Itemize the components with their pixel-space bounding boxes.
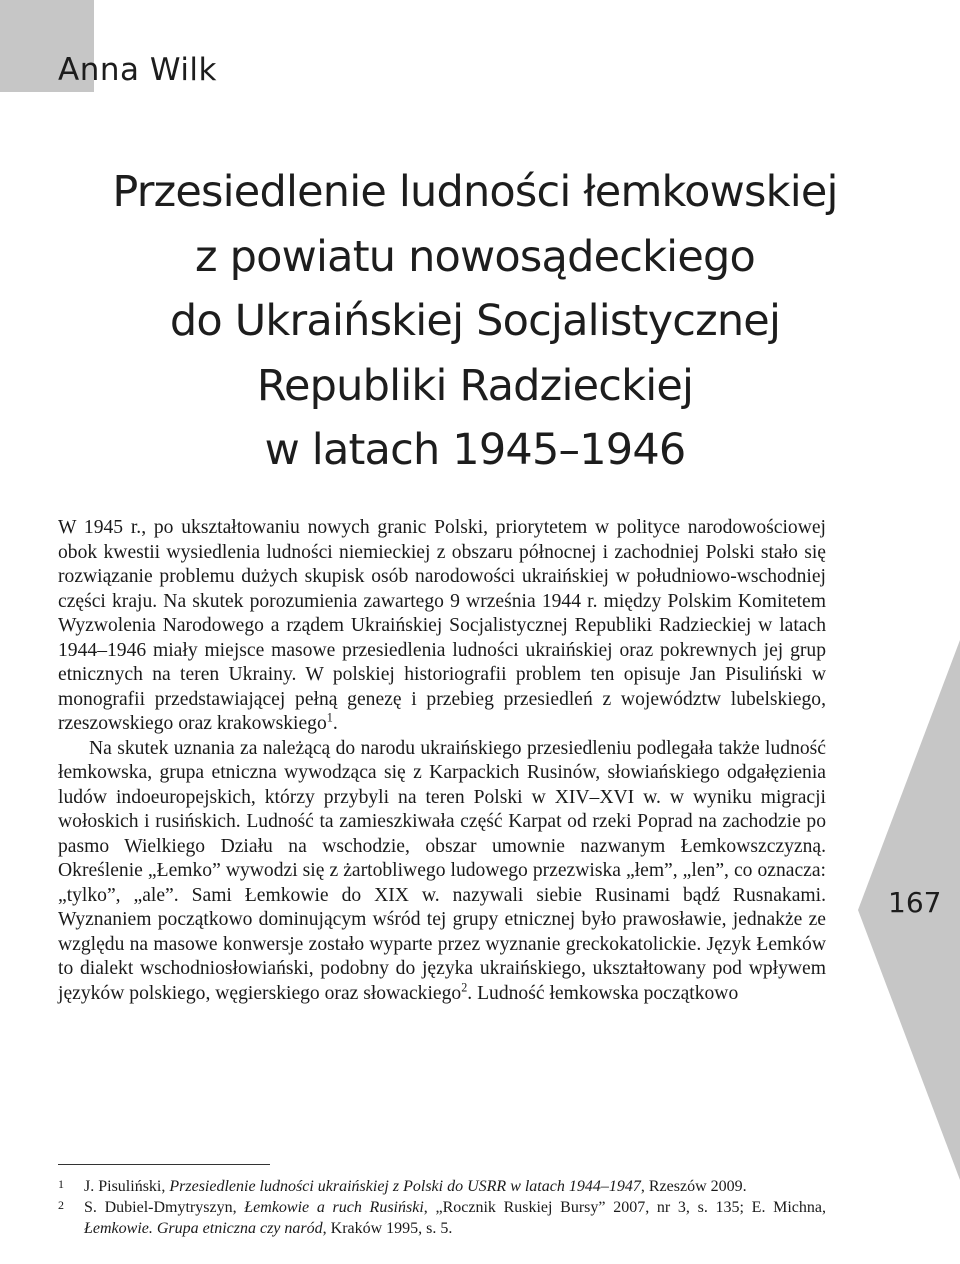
paragraph	[58, 737, 826, 1007]
footnote-work-title: Łemkowie a ruch Rusiński	[244, 1199, 424, 1216]
paragraph-end: . Ludność łemkowska początkowo	[467, 982, 739, 1004]
paragraph-text: W 1945 r., po ukształtowaniu nowych granic Polski, priorytetem w polityce narodowościowej obok kwestii wysiedlenia ludności niemieckiej z obszaru północnej i zachodniej Polski stało się rozwiązanie problemu dużych skupisk osób narodowości ukraińskiej w południowo-wschodniej części kraju. Na skutek porozumienia zawartego 9 września 1944 r. między Polskim Komitetem Wyzwolenia Narodowego a rządem Ukraińskiej Socjalistycznej Republiki Radzieckiej w latach 1944–1946 miały miejsce masowe przesiedlenia ludności ukraińskiej oraz pokrewnych jej grup etnicznych na teren Ukrainy. W polskiej historiografii problem ten opisuje Jan Pisuliński w monografii przedstawiającej pełną genezę i przebieg przesiedleń z województw lubelskiego, rzeszowskiego oraz krakowskiego	[58, 517, 826, 734]
author-name: Anna Wilk	[58, 52, 218, 88]
footnote-divider	[58, 1164, 270, 1165]
footnote-publication: , „Rocznik Ruskiej Bursy” 2007, nr 3, s. 135; E. Michna,	[423, 1199, 827, 1216]
footnote-ref: 2	[461, 979, 468, 994]
footnotes	[58, 1176, 826, 1239]
footnote-text	[84, 1197, 826, 1239]
footnote-work-title: Łemkowie. Grupa etniczna czy naród	[84, 1220, 323, 1237]
footnote-number: 1	[58, 1177, 64, 1191]
title-line: Republiki Radzieckiej	[256, 360, 694, 411]
footnote-ref: 1	[326, 710, 333, 725]
body-text	[58, 516, 826, 1006]
paragraph	[58, 516, 826, 737]
title-line: Przesiedlenie ludności łemkowskiej	[112, 167, 838, 217]
title-line: z powiatu nowosądeckiego	[195, 231, 755, 282]
footnote	[58, 1197, 826, 1239]
title-line: do Ukraińskiej Socjalistycznej	[169, 296, 781, 346]
footnote-text	[84, 1176, 826, 1197]
footnote-work-title: Przesiedlenie ludności ukraińskiej z Polski do USRR w latach 1944–1947	[169, 1178, 641, 1195]
title-line: w latach 1945–1946	[264, 425, 686, 475]
footnote	[58, 1176, 826, 1197]
footnote-publication: , Rzeszów 2009.	[640, 1178, 747, 1195]
footnote-author: S. Dubiel-Dmytryszyn,	[84, 1199, 245, 1216]
paragraph-end: .	[332, 713, 338, 734]
page-number: 167	[888, 886, 942, 919]
paragraph-text: Na skutek uznania za należącą do narodu ukraińskiego przesiedleniu podlegała także ludność łemkowska, grupa etniczna wywodząca się z Karpackich Rusinów, słowiańskiego odgałęzienia ludów indoeuropejskich, którzy przybyli na teren Polski w XIV–XVI w. w wyniku migracji wołoskich i rusińskich. Ludność ta zamieszkiwała część Karpat od rzeki Poprad na zachodzie po pasmo Wielkiego Działu na wschodzie, obszar umownie nazwanym Łemkowszczyzną. Określenie „Łemko” wywodzi się z żartobliwego ludowego przezwiska „łem”, „len”, co oznacza: „tylko”, „ale”. Sami Łemkowie do XIX w. nazywali siebie Rusinami bądź Rusnakami. Wyznaniem początkowo dominującym wśród tej grupy etnicznej było prawosławie, jednakże ze względu na masowe konwersje zostało wyparte przez wyznanie greckokatolickie. Język Łemków to dialekt wschodniosłowiański, podobny do języka ukraińskiego, ukształtowany pod wpływem języków polskiego, węgierskiego oraz słowackiego	[58, 737, 826, 1004]
footnote-author: J. Pisuliński,	[84, 1178, 170, 1195]
footnote-number: 2	[58, 1198, 64, 1212]
article-title	[40, 160, 910, 483]
footnote-publication: , Kraków 1995, s. 5.	[322, 1220, 453, 1237]
